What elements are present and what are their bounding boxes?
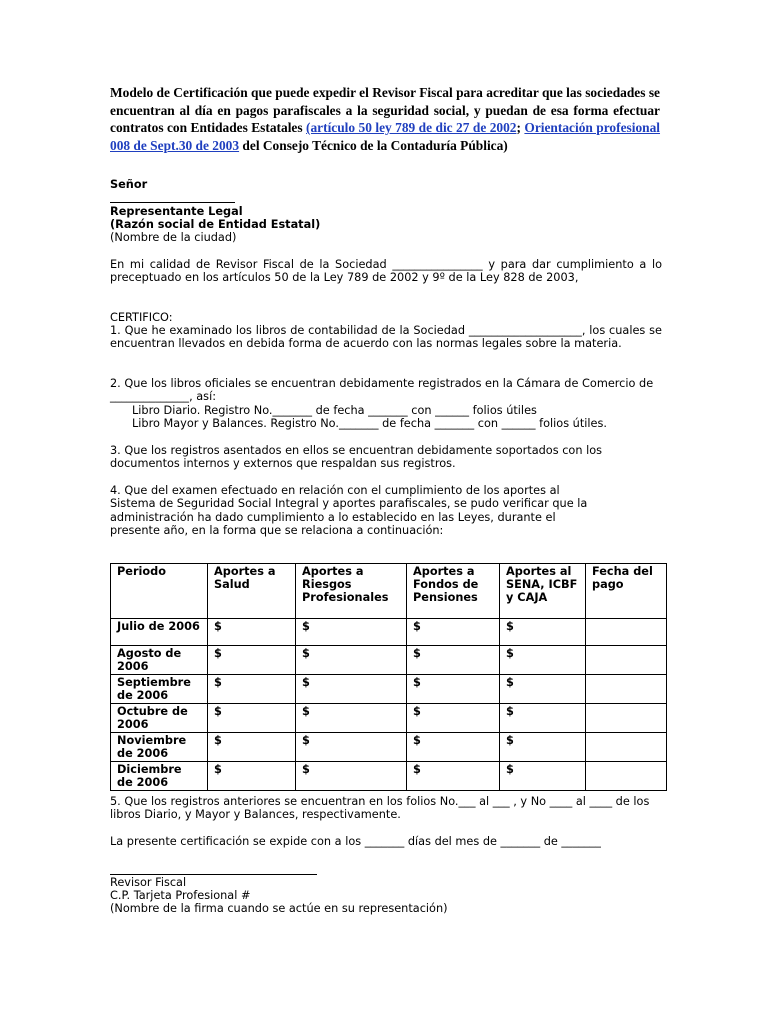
addressee-company: (Razón social de Entidad Estatal) — [110, 218, 321, 231]
cell-pensiones: $ — [407, 762, 500, 791]
header-periodo: Periodo — [111, 564, 208, 619]
cell-riesgos: $ — [296, 704, 407, 733]
cell-salud: $ — [208, 619, 296, 646]
cell-periodo: Noviembre de 2006 — [111, 733, 208, 762]
signature-note: (Nombre de la firma cuando se actúe en su representación) — [110, 902, 448, 915]
cell-periodo: Diciembre de 2006 — [111, 762, 208, 791]
libro-mayor-line: Libro Mayor y Balances. Registro No._______ de fecha _______ con ______ folios útiles. — [132, 417, 607, 430]
point-1: 1. Que he examinado los libros de contabilidad de la Sociedad ____________________, los cuales se encuentran llevados en debida forma de acuerdo con las normas legales sobre la materia. — [110, 324, 662, 351]
point-3: 3. Que los registros asentados en ellos se encuentran debidamente soportados con los documentos internos y externos que respaldan sus registros. — [110, 444, 603, 471]
cell-pensiones: $ — [407, 646, 500, 675]
header-fecha-pago: Fecha del pago — [586, 564, 667, 619]
libro-diario-line: Libro Diario. Registro No._______ de fecha _______ con ______ folios útiles — [132, 404, 537, 417]
table-row — [111, 733, 667, 762]
point-4: 4. Que del examen efectuado en relación con el cumplimiento de los aportes al Sistema de Seguridad Social Integral y aportes parafiscales, se pudo verificar que la administración ha dado cumplimiento a lo establecido en las Leyes, durante el presente año, en la forma que se relaciona a continuación: — [110, 484, 588, 538]
cell-fecha-pago — [586, 619, 667, 646]
cell-pensiones: $ — [407, 704, 500, 733]
document-title — [110, 84, 660, 154]
table-row — [111, 619, 667, 646]
salutation: Señor — [110, 178, 148, 191]
table-row — [111, 675, 667, 704]
cell-riesgos: $ — [296, 762, 407, 791]
cell-riesgos: $ — [296, 733, 407, 762]
cell-sena: $ — [500, 675, 586, 704]
signature-line — [110, 874, 317, 875]
cell-fecha-pago — [586, 646, 667, 675]
title-intro: Modelo de Certificación que puede expedir el Revisor Fiscal para acreditar que las sociedades se encuentran al día en pagos parafiscales a la seguridad social, y puedan de esa forma efectuar contratos con Entidades Estatales — [110, 85, 660, 135]
header-salud: Aportes a Salud — [208, 564, 296, 619]
table-row — [111, 704, 667, 733]
cell-sena: $ — [500, 762, 586, 791]
signature-role: Revisor Fiscal — [110, 876, 187, 889]
orientation-link[interactable]: Orientación profesional 008 de Sept.30 de 2003 — [110, 120, 661, 153]
point-2: 2. Que los libros oficiales se encuentran debidamente registrados en la Cámara de Comercio de ______________, así: — [110, 377, 654, 404]
closing-line: La presente certificación se expide con a los _______ días del mes de _______ de _______ — [110, 835, 601, 848]
table-row — [111, 762, 667, 791]
table-header-row — [111, 564, 667, 619]
cell-fecha-pago — [586, 675, 667, 704]
cell-salud: $ — [208, 646, 296, 675]
cell-riesgos: $ — [296, 619, 407, 646]
cell-sena: $ — [500, 646, 586, 675]
cell-sena: $ — [500, 619, 586, 646]
law-reference-link[interactable]: (artículo 50 ley 789 de dic 27 de 2002 — [306, 120, 517, 135]
cell-fecha-pago — [586, 704, 667, 733]
header-riesgos: Aportes a Riesgos Profesionales — [296, 564, 407, 619]
cell-salud: $ — [208, 733, 296, 762]
addressee-city: (Nombre de la ciudad) — [110, 231, 237, 244]
point-5: 5. Que los registros anteriores se encuentran en los folios No.___ al ___ , y No ____ al ____ de los libros Diario, y Mayor y Balances, respectivamente. — [110, 795, 650, 822]
cell-fecha-pago — [586, 762, 667, 791]
intro-paragraph: En mi calidad de Revisor Fiscal de la Sociedad ________________ y para dar cumplimiento a lo preceptuado en los artículos 50 de la Ley 789 de 2002 y 9º de la Ley 828 de 2003, — [110, 258, 662, 285]
cell-salud: $ — [208, 762, 296, 791]
signature-card: C.P. Tarjeta Profesional # — [110, 889, 251, 902]
addressee-name-line — [110, 202, 235, 203]
header-pensiones: Aportes a Fondos de Pensiones — [407, 564, 500, 619]
cell-salud: $ — [208, 675, 296, 704]
cell-riesgos: $ — [296, 646, 407, 675]
cell-pensiones: $ — [407, 733, 500, 762]
cell-periodo: Septiembre de 2006 — [111, 675, 208, 704]
cell-sena: $ — [500, 704, 586, 733]
cell-pensiones: $ — [407, 675, 500, 704]
title-separator: ; — [516, 120, 525, 135]
cell-periodo: Octubre de 2006 — [111, 704, 208, 733]
addressee-role: Representante Legal — [110, 205, 243, 218]
aportes-table — [110, 563, 667, 791]
cell-pensiones: $ — [407, 619, 500, 646]
cell-periodo: Agosto de 2006 — [111, 646, 208, 675]
title-outro: del Consejo Técnico de la Contaduría Pública) — [239, 137, 508, 153]
cell-fecha-pago — [586, 733, 667, 762]
cell-salud: $ — [208, 704, 296, 733]
table-row — [111, 646, 667, 675]
certifico-heading: CERTIFICO: — [110, 311, 173, 324]
cell-riesgos: $ — [296, 675, 407, 704]
cell-periodo: Julio de 2006 — [111, 619, 208, 646]
header-sena: Aportes al SENA, ICBF y CAJA — [500, 564, 586, 619]
cell-sena: $ — [500, 733, 586, 762]
